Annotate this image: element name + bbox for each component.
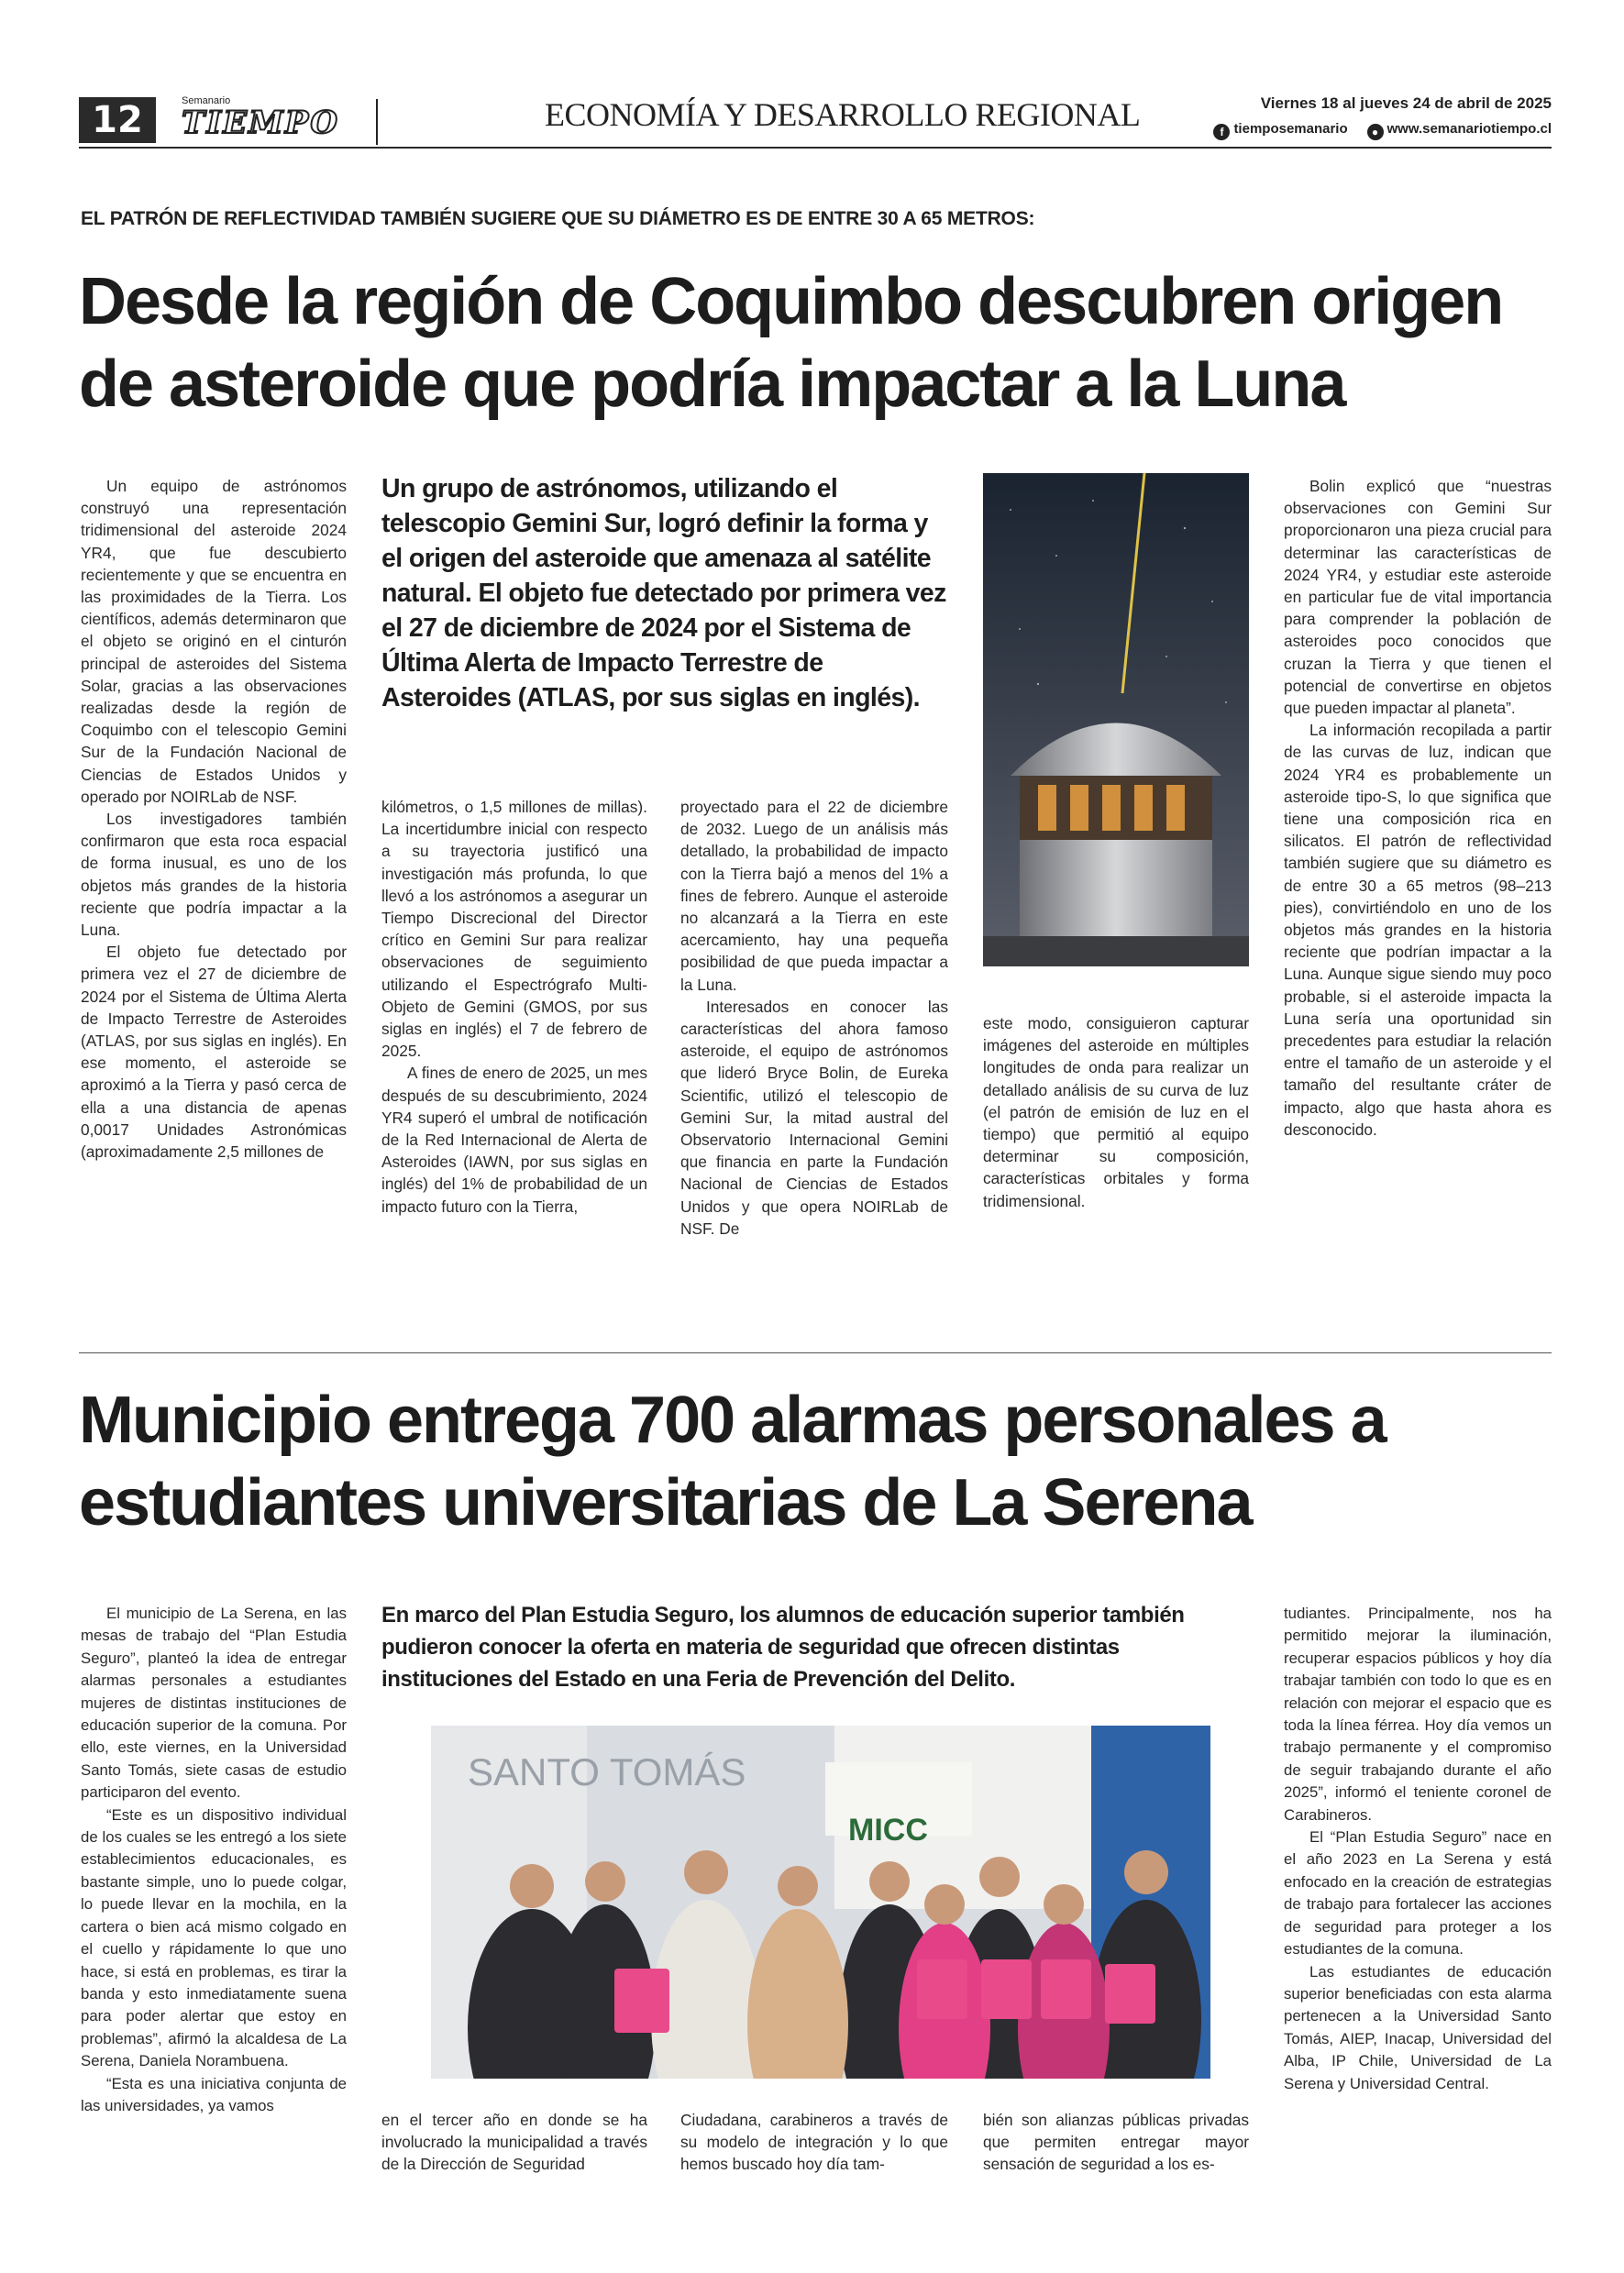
micc-sign: MICC bbox=[848, 1813, 928, 1848]
paragraph: “Esta es una iniciativa conjunta de las universidades, ya vamos bbox=[81, 2074, 347, 2114]
article2-column-4 bbox=[983, 2109, 1249, 2176]
paragraph: bién son alianzas públicas privadas que permiten entregar mayor sensación de seguridad a los es- bbox=[983, 2111, 1249, 2174]
paragraph: A fines de enero de 2025, un mes después de su descubrimiento, 2024 YR4 superó el umbral de notificación de la Red Internacional de Alerta de Asteroides (IAWN, por sus siglas en inglés) del 1% de probabilidad de un impacto futuro con la Tierra, bbox=[381, 1064, 647, 1216]
article2-column-2 bbox=[381, 2109, 647, 2176]
paragraph: Un equipo de astrónomos construyó una representación tridimensional del asteroide 2024 YR4, que fue descubierto recientemente y que se encuentra en las proximidades de la Tierra. Los científicos, además determinaron que el objeto se originó en el cinturón principal de asteroides del Sistema Solar, gracias a las observaciones realizadas desde la región de Coquimbo con el telescopio Gemini Sur de la Fundación Nacional de Ciencias de Estados Unidos y operado por NOIRLab de NSF. bbox=[81, 477, 347, 806]
paragraph: “Este es un dispositivo individual de los cuales se les entregó a los siete establecimientos educacionales, es bastante simple, uno lo puede colgar, lo puede llevar en la mochila, en la cartera o bien acá mismo colgado en el cuello y rápidamente lo que uno hace, si está en problemas, es tirar la banda y esto inmediatamente suena para poder alertar que estoy en problemas”, afirmó la alcaldesa de La Serena, Daniela Norambuena. bbox=[81, 1805, 347, 2070]
article2-column-5 bbox=[1284, 1603, 1552, 2095]
article1-column-3 bbox=[680, 796, 948, 1240]
paragraph: proyectado para el 22 de diciembre de 2032. Luego de un análisis más detallado, la probabilidad de impacto con la Tierra bajó a menos del 1% a fines de febrero. Aunque el asteroide no alcanzará a la Tierra en este acercamiento, hay una pequeña posibilidad de que pueda impactar a la Luna. bbox=[680, 798, 948, 994]
paragraph: tudiantes. Principalmente, nos ha permitido mejorar la iluminación, recuperar espacios públicos y hoy día trabajar también con todo lo que es en relación con mejorar el espacio que es toda la línea férrea. Hoy día vemos un trabajo permanente y el compromiso de seguir trabajando durante el año 2025”, informó el teniente coronel de Carabineros. bbox=[1284, 1605, 1552, 1824]
dateline: Viernes 18 al jueves 24 de abril de 2025 bbox=[1260, 94, 1552, 112]
website-link[interactable]: www.semanariotiempo.cl bbox=[1386, 121, 1552, 137]
article1-lead: Un grupo de astrónomos, utilizando el telescopio Gemini Sur, logró definir la forma y el origen del asteroide que amenaza al satélite natural. El objeto fue detectado por primera vez el 27 de diciembre de 2024 por el Sistema de Última Alerta de Impacto Terrestre de Asteroides (ATLAS, por sus siglas en inglés). bbox=[381, 474, 946, 712]
header-divider bbox=[376, 99, 378, 145]
observatory-image bbox=[983, 473, 1249, 966]
masthead-name: TIEMPO bbox=[182, 105, 339, 141]
paragraph: kilómetros, o 1,5 millones de millas). La incertidumbre inicial con respecto a su trayectoria justificó una investigación más profunda, lo que llevó a los astrónomos a asegurar un Tiempo Discrecional del Director crítico en Gemini Sur para realizar observaciones de seguimiento utilizando el Espectrógrafo Multi-Objeto de Gemini (GMOS, por sus siglas en inglés) el 7 de febrero de 2025. bbox=[381, 798, 647, 1061]
article1-headline: Desde la región de Coquimbo descubren origen de asteroide que podría impactar a la Luna bbox=[79, 265, 1503, 421]
article1-column-1 bbox=[81, 475, 347, 1163]
article-separator bbox=[79, 1352, 1552, 1353]
wall-sign: SANTO TOMÁS bbox=[468, 1750, 746, 1793]
paragraph: Ciudadana, carabineros a través de su modelo de integración y lo que hemos buscado hoy día tam- bbox=[680, 2111, 948, 2174]
article1-column-4 bbox=[983, 1012, 1249, 1212]
globe-icon: ● bbox=[1367, 124, 1384, 140]
header-rule bbox=[79, 147, 1552, 149]
paragraph: La información recopilada a partir de las curvas de luz, indican que 2024 YR4 es probablemente un asteroide tipo-S, lo que significa que tiene una composición rica en silicatos. El patrón de reflectividad también sugiere que su diámetro es de entre 30 a 65 metros (98–213 pies), convirtiéndolo en uno de los objetos más grandes en la historia reciente que podrían impactar a la Luna. Aunque sigue siendo muy poco probable, si el asteroide impacta la Luna sería una oportunidad sin precedentes para estudiar la relación entre el tamaño de un asteroide y el tamaño del resultante cráter de impacto, algo que hasta ahora es desconocido. bbox=[1284, 721, 1552, 1139]
paragraph: en el tercer año en donde se ha involucrado la municipalidad a través de la Dirección de Seguridad bbox=[381, 2111, 647, 2174]
social-links bbox=[1198, 121, 1552, 140]
paragraph: El objeto fue detectado por primera vez el 27 de diciembre de 2024 por el Sistema de Última Alerta de Impacto Terrestre de Asteroides (ATLAS, por sus siglas en inglés). En ese momento, el asteroide se aproximó a la Tierra y pasó cerca de ella a una distancia de apenas 0,0017 Unidades Astronómicas (aproximadamente 2,5 millones de bbox=[81, 943, 347, 1162]
article1-kicker: EL PATRÓN DE REFLECTIVIDAD TAMBIÉN SUGIERE QUE SU DIÁMETRO ES DE ENTRE 30 A 65 METROS: bbox=[81, 208, 1035, 229]
paragraph: Los investigadores también confirmaron que esta roca espacial de forma inusual, es uno de los objetos más grandes de la historia reciente que podría impactar a la Luna. bbox=[81, 810, 347, 940]
telescope-photo bbox=[983, 473, 1249, 966]
event-photo bbox=[431, 1726, 1210, 2079]
page-number: 12 bbox=[79, 97, 156, 143]
article2-column-3 bbox=[680, 2109, 948, 2176]
masthead-small: Semanario bbox=[182, 95, 231, 106]
article1-column-2 bbox=[381, 796, 647, 1218]
section-title: ECONOMÍA Y DESARROLLO REGIONAL bbox=[545, 96, 1141, 133]
masthead-logo bbox=[182, 95, 374, 147]
article2-headline: Municipio entrega 700 alarmas personales a estudiantes universitarias de La Serena bbox=[79, 1384, 1386, 1539]
event-image bbox=[431, 1726, 1210, 2079]
paragraph: Las estudiantes de educación superior beneficiadas con esta alarma pertenecen a la Universidad Santo Tomás, AIEP, Inacap, Universidad del Alba, IP Chile, Universidad de La Serena y Universidad Central. bbox=[1284, 1962, 1552, 2092]
paragraph: Interesados en conocer las características del ahora famoso asteroide, el equipo de astrónomos que lideró Bryce Bolin, de Eureka Scientific, utilizó el telescopio de Gemini Sur, la mitad austral del Observatorio Internacional Gemini que financia en parte la Fundación Nacional de Ciencias de Estados Unidos y que opera NOIRLab de NSF. De bbox=[680, 997, 948, 1238]
paragraph: este modo, consiguieron capturar imágenes del asteroide en múltiples longitudes de onda para realizar un detallado análisis de su curva de luz (el patrón de emisión de luz en el tiempo) que permitió al equipo determinar su composición, características orbitales y forma tridimensional. bbox=[983, 1014, 1249, 1210]
article2-lead: En marco del Plan Estudia Seguro, los alumnos de educación superior también pudieron conocer la oferta en materia de seguridad que ofrecen distintas instituciones del Estado en una Feria de Prevención del Delito. bbox=[381, 1603, 1185, 1692]
paragraph: El municipio de La Serena, en las mesas de trabajo del “Plan Estudia Seguro”, planteó la idea de entregar alarmas personales a estudiantes mujeres de distintas instituciones de educación superior de la comuna. Por ello, este viernes, en la Universidad Santo Tomás, siete casas de estudio participaron del evento. bbox=[81, 1605, 347, 1802]
paragraph: El “Plan Estudia Seguro” nace en el año 2023 en La Serena y está enfocado en la creación de estrategias de trabajo para fortalecer las acciones de seguridad para proteger a los estudiantes de la comuna. bbox=[1284, 1828, 1552, 1959]
facebook-handle[interactable]: tiemposemanario bbox=[1233, 121, 1348, 137]
article1-column-5 bbox=[1284, 475, 1552, 1141]
facebook-icon: f bbox=[1213, 124, 1230, 140]
paragraph: Bolin explicó que “nuestras observaciones con Gemini Sur proporcionaron una pieza crucial para determinar las características de 2024 YR4, y estudiar este asteroide en particular fue de vital importancia para comprender la población de asteroides poco conocidos que cruzan la Tierra y que tienen el potencial de convertirse en objetos que pueden impactar al planeta”. bbox=[1284, 477, 1552, 718]
article2-column-1 bbox=[81, 1603, 347, 2117]
